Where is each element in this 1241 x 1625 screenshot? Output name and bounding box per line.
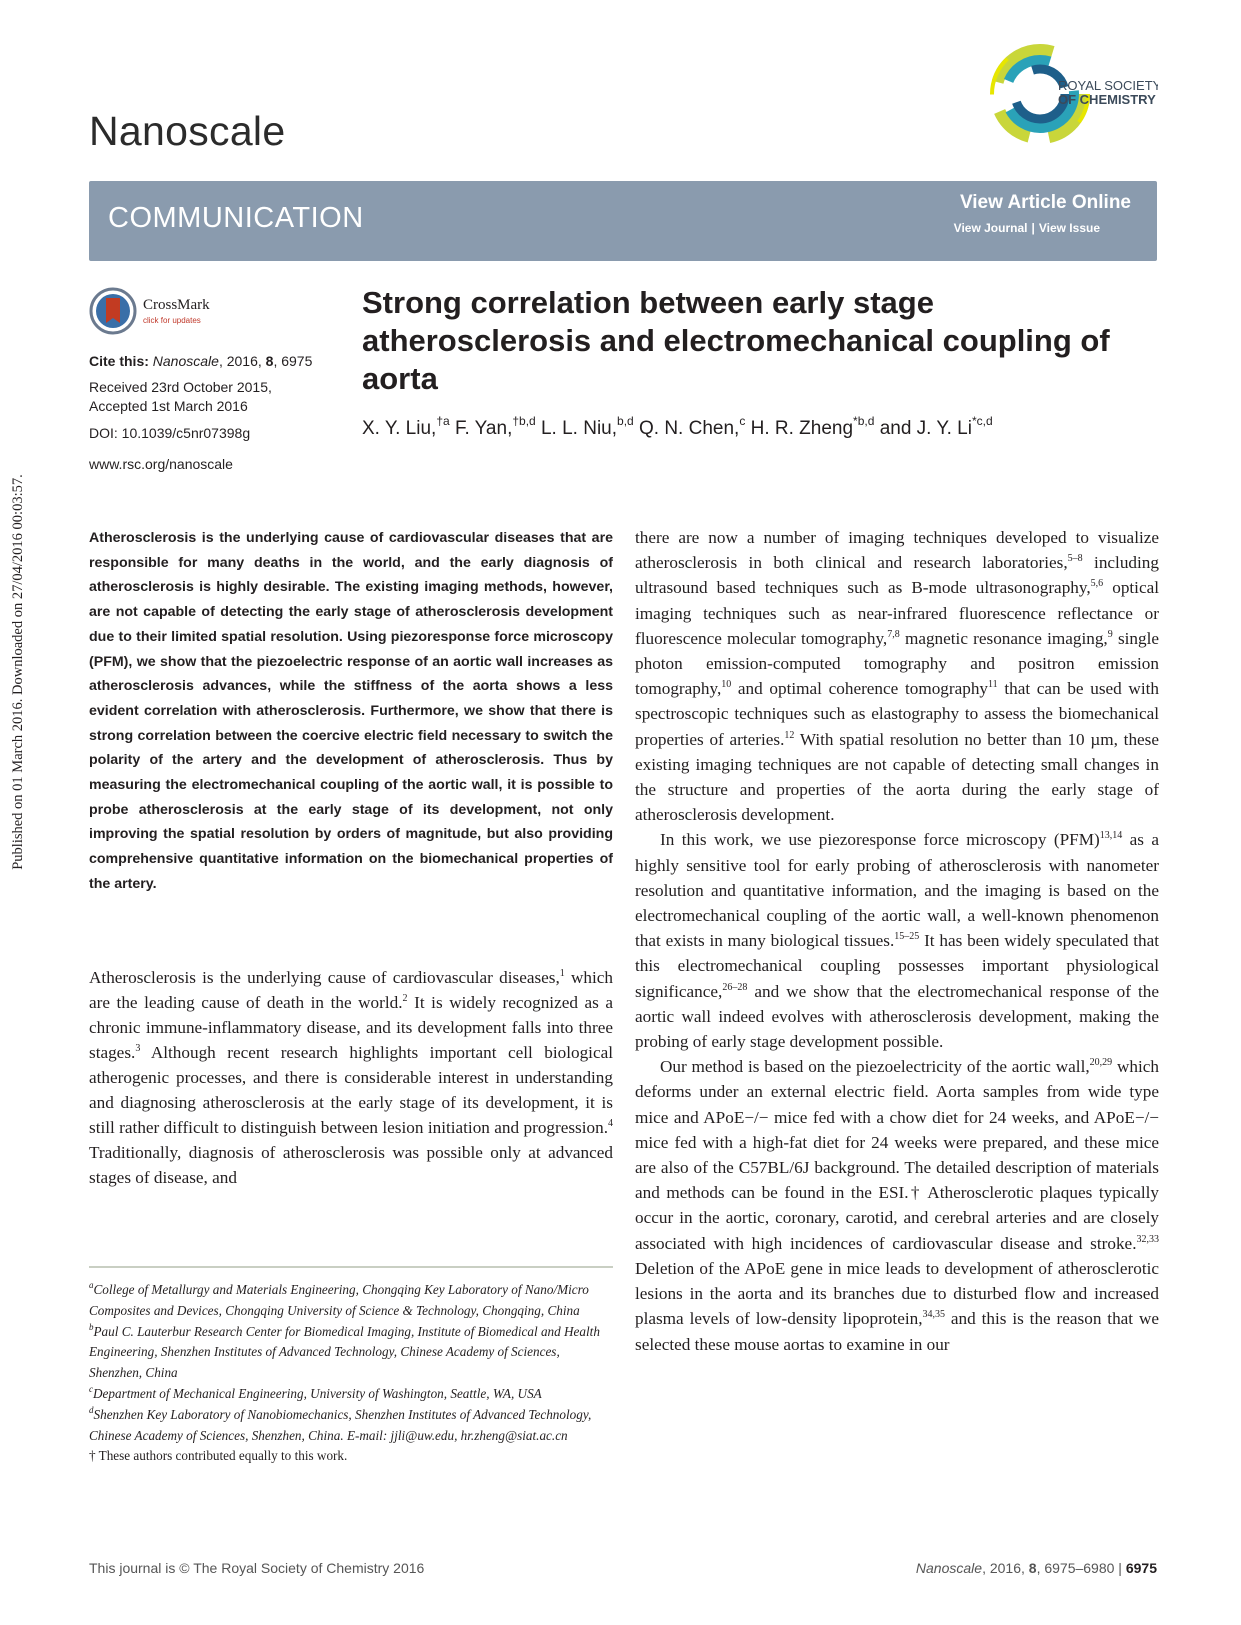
crossmark-badge[interactable] <box>89 287 229 339</box>
footnote-equal-contribution: † These authors contributed equally to this work. <box>89 1448 348 1464</box>
citation-ref[interactable]: 5,6 <box>1090 578 1104 590</box>
paragraph: there are now a number of imaging techniques developed to visualize atherosclerosis in both clinical and research laboratories,$^{5-8}$ including ultrasound based techniques such as B-mode ultrasonography,$^{5,6}$ optical imaging techniques such as near-infrared fluorescence reflectance or fluorescence molecular tomography,$^{7,8}$ magnetic resonance imaging,$^9$ single photon emission-computed tomography and positron emission tomography,$^{10}$ and optimal coherence tomography$^{11}$ that can be used with spectroscopic techniques such as elastography to assess the biomechanical properties of arteries.$^{12}$ With spatial resolution no better than 10 µm, these existing imaging techniques are not capable of detecting small changes in the structure and properties of the aorta during the early stage of atherosclerosis development. <box>635 528 1159 825</box>
author-affiliation: *c,d <box>971 414 993 428</box>
paragraph: In this work, we use piezoresponse force microscopy (PFM)$^{13,14}$ as a highly sensitive tool for early probing of atherosclerosis with nanometer resolution and quantitative information, and the imaging is based on the electromechanical coupling of the aortic wall, a well-known phenomenon that exists in many biological tissues.$^{15-25}$ It has been widely speculated that this electromechanical coupling possesses important physiological significance,$^{26-28}$ and we show that the electromechanical response of the aortic wall indeed evolves with atherosclerosis development, making the probing of early stage development possible. <box>635 830 1159 1052</box>
footer-volume: 8 <box>1028 1560 1037 1576</box>
view-journal-link[interactable]: View Journal <box>953 221 1028 235</box>
copyright-footer: This journal is © The Royal Society of Chemistry 2016 <box>89 1560 425 1576</box>
citation-ref[interactable]: 3 <box>135 1043 141 1054</box>
received-date: Received 23rd October 2015, <box>89 379 272 395</box>
rsc-logo-line2: OF CHEMISTRY <box>1058 92 1156 107</box>
citation <box>89 352 339 371</box>
crossmark-icon <box>89 287 137 335</box>
article-type-banner <box>89 181 1157 261</box>
abstract: Atherosclerosis is the underlying cause of cardiovascular diseases that are responsible for many deaths in the world, and the early diagnosis of atherosclerosis is highly desirable. The existing imaging methods, however, are not capable of detecting the early stage of atherosclerosis development due to their limited spatial resolution. Using piezoresponse force microscopy (PFM), we show that the piezoelectric response of an aortic wall increases as atherosclerosis advances, while the stiffness of the aorta shows a less evident correlation with atherosclerosis. Furthermore, we show that there is strong correlation between the coercive electric field necessary to switch the polarity of the artery and the development of atherosclerosis. Thus by measuring the electromechanical coupling of the aortic wall, it is possible to probe atherosclerosis at the early stage of its development, not only improving the spatial resolution by orders of magnitude, but also providing comprehensive quantitative information on the biomechanical properties of the artery. <box>89 530 613 892</box>
view-issue-link[interactable]: View Issue <box>1038 221 1100 235</box>
cite-volume: 8 <box>265 353 274 369</box>
banner-links <box>954 221 1100 235</box>
citation-ref[interactable]: 1 <box>559 968 565 979</box>
citation-ref[interactable]: 4 <box>608 1118 613 1129</box>
journal-url[interactable]: www.rsc.org/nanoscale <box>89 456 233 472</box>
crossmark-label: CrossMark <box>143 297 210 313</box>
citation-ref[interactable]: 34,35 <box>922 1309 946 1321</box>
footnote-d: $^d$Shenzhen Key Laboratory of Nanobiomechanics, Shenzhen Institutes of Advanced Technology, Chinese Academy of Sciences, Shenzhen, China. E-mail: jjli@uw.edu, hr.zheng@siat.ac.cn <box>89 1404 592 1443</box>
author-affiliation: *b,d <box>853 414 875 428</box>
footnote-divider <box>89 1266 613 1268</box>
author-name: and J. Y. Li <box>879 418 972 439</box>
body-text-left <box>89 965 613 1190</box>
author-affiliation: c <box>739 414 746 428</box>
paragraph: Atherosclerosis is the underlying cause of cardiovascular diseases,$^1$ which are the leading cause of death in the world.$^2$ It is widely recognized as a chronic immune-inflammatory disease, and its development falls into three stages.$^3$ Although recent research highlights important cell biological atherogenic processes, and there is considerable interest in understanding and diagnosing atherosclerosis at the early stage of its development, it is still rather difficult to distinguish between lesion initiation and progression.$^4$ Traditionally, diagnosis of atherosclerosis was possible only at advanced stages of disease, and <box>89 968 613 1187</box>
citation-ref[interactable]: 7,8 <box>887 628 900 640</box>
footnote-c: $^c$Department of Mechanical Engineering, University of Washington, Seattle, WA, USA <box>89 1383 542 1401</box>
crossmark-sub-label: click for updates <box>143 316 201 325</box>
cite-year: , 2016, <box>218 353 266 369</box>
view-article-online-link[interactable]: View Article Online <box>959 192 1131 213</box>
author-affiliation: †b,d <box>512 414 536 428</box>
author-name: H. R. Zheng <box>750 418 854 439</box>
cite-page: , 6975 <box>273 353 313 369</box>
page-citation-footer: Nanoscale, 2016, 8, 6975–6980 | 6975 <box>915 1560 1157 1576</box>
affiliation-footnotes <box>89 1280 613 1467</box>
article-title: Strong correlation between early stage atherosclerosis and electromechanical coupling of aorta <box>362 285 1110 396</box>
author-name: X. Y. Liu, <box>362 418 437 439</box>
citation-ref[interactable]: 10 <box>721 679 732 691</box>
citation-ref[interactable]: 13,14 <box>1099 830 1123 842</box>
author-name: F. Yan, <box>454 418 513 439</box>
paragraph: Our method is based on the piezoelectricity of the aortic wall,$^{20,29}$ which deforms under an external electric field. Aorta samples from wide type mice and APoE−/− mice fed with a chow diet for 24 weeks, and APoE−/− mice fed with a high-fat diet for 24 weeks were prepared, and these mice are also of the C57BL/6J background. The detailed description of materials and methods can be found in the ESI.† Atherosclerotic plaques typically occur in the aortic, coronary, carotid, and cerebral arteries and are closely associated with high incidences of cardiovascular disease and stroke.$^{32,33}$ Deletion of the APoE gene in mice leads to development of atherosclerotic lesions in the aorta and its branches due to disturbed flow and increased plasma levels of low-density lipoprotein,$^{34,35}$ and this is the reason that we selected these mouse aortas to examine in our <box>635 1057 1159 1354</box>
journal-title: Nanoscale <box>89 108 286 154</box>
cite-journal: Nanoscale <box>152 353 219 369</box>
citation-ref[interactable]: 20,29 <box>1089 1057 1113 1069</box>
doi[interactable]: DOI: 10.1039/c5nr07398g <box>89 425 251 441</box>
author-name: Q. N. Chen, <box>639 418 740 439</box>
page-number: 6975 <box>1125 1560 1157 1576</box>
rsc-logo-line1: ROYAL SOCIETY <box>1058 78 1158 93</box>
author-affiliation: b,d <box>617 414 634 428</box>
author-affiliation: †a <box>436 414 450 428</box>
rsc-logo[interactable] <box>988 38 1158 150</box>
citation-ref[interactable]: 11 <box>988 679 998 691</box>
footer-journal: Nanoscale <box>915 1560 983 1576</box>
author-name: L. L. Niu, <box>540 418 618 439</box>
citation-ref[interactable]: 9 <box>1107 628 1113 640</box>
footnote-b: $^b$Paul C. Lauterbur Research Center for Biomedical Imaging, Institute of Biomedical and Health Engineering, Shenzhen Institutes of Advanced Technology, Chinese Academy of Sciences, Shenzhen, China <box>89 1321 600 1381</box>
download-stamp: Published on 01 March 2016. Downloaded on 27/04/2016 00:03:57. <box>10 474 26 870</box>
citation-ref[interactable]: 12 <box>784 729 795 741</box>
link-separator: | <box>1031 221 1035 235</box>
citation-ref[interactable]: 2 <box>402 993 408 1004</box>
cite-label: Cite this: <box>89 353 149 369</box>
author-list <box>362 414 1152 440</box>
footnote-a: $^a$College of Metallurgy and Materials Engineering, Chongqing Key Laboratory of Nano/Micro Composites and Devices, Chongqing University of Science & Technology, Chongqing, China <box>89 1280 589 1318</box>
accepted-date: Accepted 1st March 2016 <box>89 398 248 414</box>
article-type-label: COMMUNICATION <box>108 202 364 234</box>
body-text-right <box>635 525 1159 1357</box>
citation-ref[interactable]: 32,33 <box>1136 1233 1159 1245</box>
rsc-logo-icon <box>988 38 1158 150</box>
citation-ref[interactable]: 26–28 <box>722 981 748 993</box>
citation-ref[interactable]: 15–25 <box>894 931 920 943</box>
citation-ref[interactable]: 5–8 <box>1067 553 1083 565</box>
